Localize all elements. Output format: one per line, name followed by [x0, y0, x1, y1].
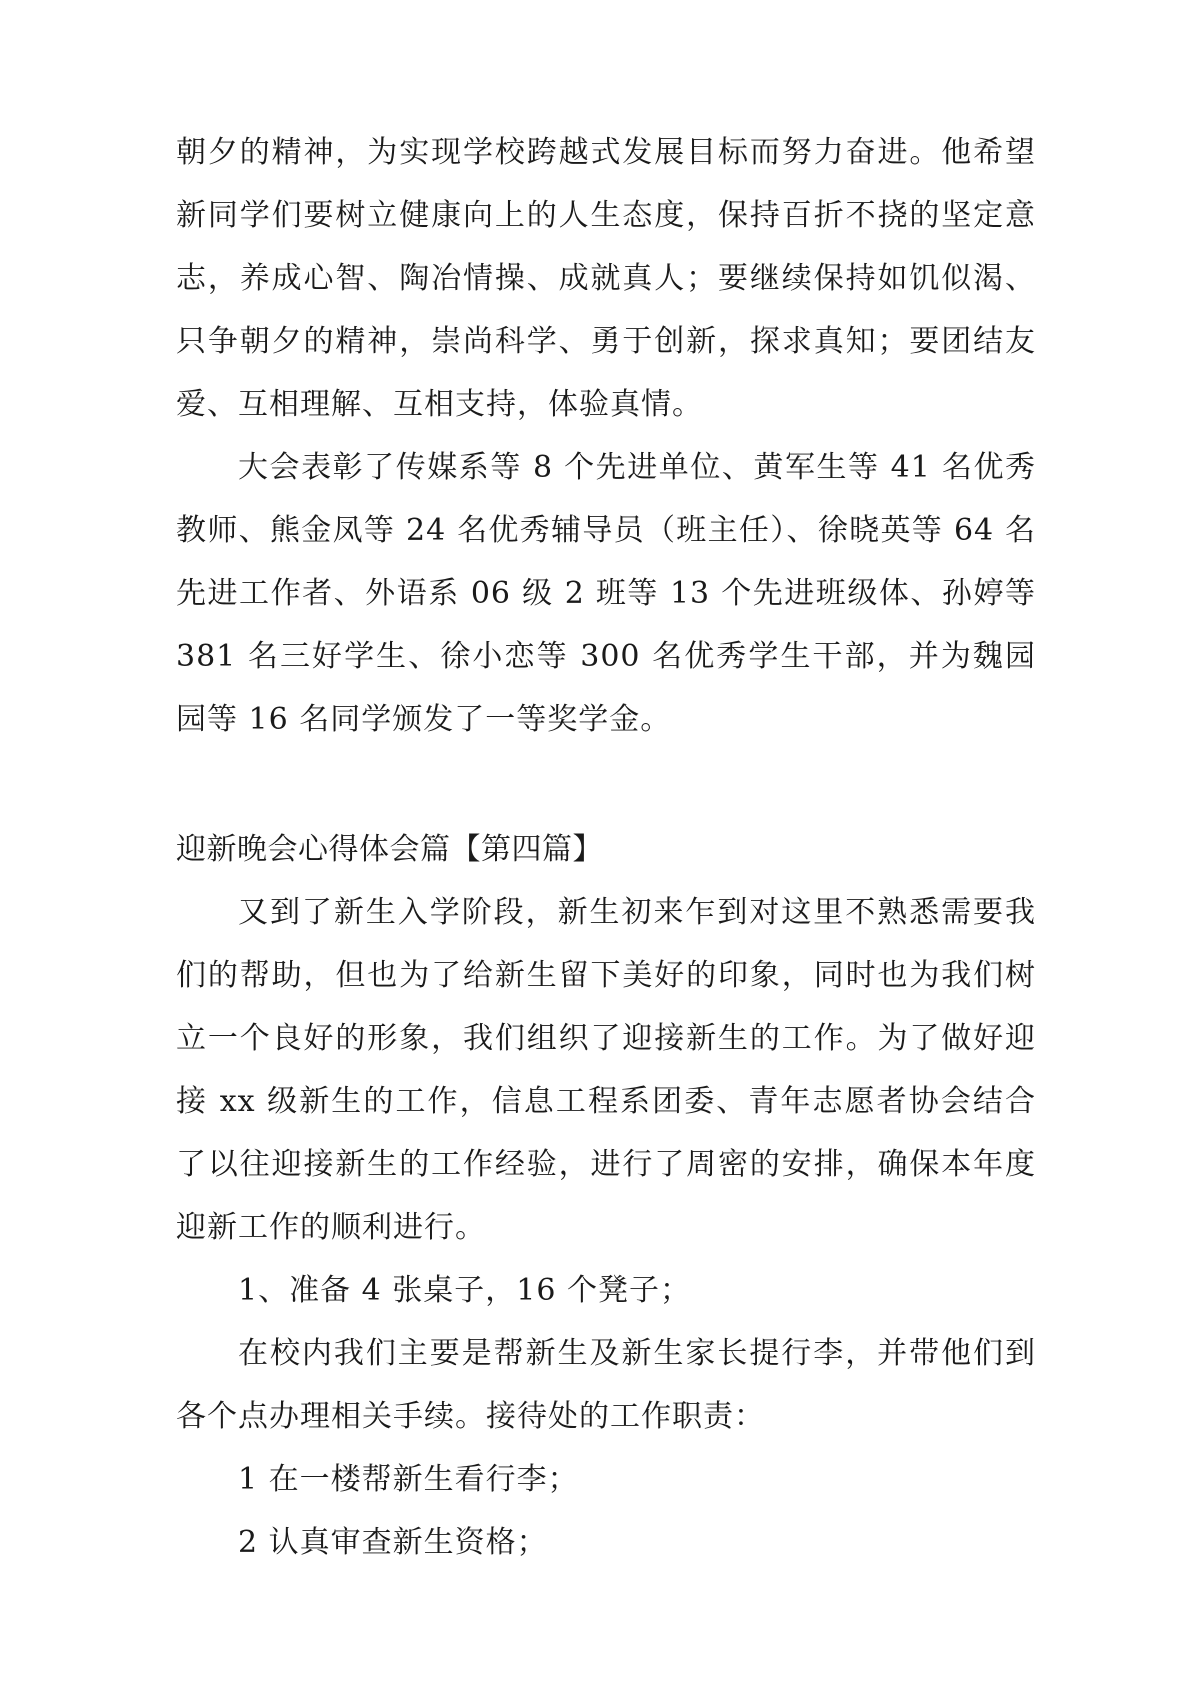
- paragraph-awards: 大会表彰了传媒系等 8 个先进单位、黄军生等 41 名优秀教师、熊金凤等 24 名优秀辅导员（班主任）、徐晓英等 64 名先进工作者、外语系 06 级 2 班等 13 个先进班级体、孙婷等 381 名三好学生、徐小恋等 300 名优秀学生干部，并为魏园园等 16 名同学颁发了一等奖学金。: [176, 450, 1036, 737]
- paragraph-duties: 在校内我们主要是帮新生及新生家长提行李，并带他们到各个点办理相关手续。接待处的工作职责：: [176, 1336, 1036, 1434]
- paragraph-item-1: 1、准备 4 张桌子，16 个凳子；: [238, 1273, 691, 1308]
- section-heading: 迎新晚会心得体会篇【第四篇】: [176, 832, 603, 867]
- paragraph-duty-2: 2 认真审查新生资格；: [238, 1525, 548, 1560]
- paragraph-continuation: 朝夕的精神，为实现学校跨越式发展目标而努力奋进。他希望新同学们要树立健康向上的人生态度，保持百折不挠的坚定意志，养成心智、陶冶情操、成就真人；要继续保持如饥似渴、只争朝夕的精神，崇尚科学、勇于创新，探求真知；要团结友爱、互相理解、互相支持，体验真情。: [176, 135, 1036, 422]
- section-b: [176, 818, 1036, 1574]
- section-a: [176, 121, 1036, 751]
- paragraph-intro: 又到了新生入学阶段，新生初来乍到对这里不熟悉需要我们的帮助，但也为了给新生留下美好的印象，同时也为我们树立一个良好的形象，我们组织了迎接新生的工作。为了做好迎接 xx 级新生的工作，信息工程系团委、青年志愿者协会结合了以往迎接新生的工作经验，进行了周密的安排，确保本年度迎新工作的顺利进行。: [176, 895, 1036, 1245]
- paragraph-duty-1: 1 在一楼帮新生看行李；: [238, 1462, 579, 1497]
